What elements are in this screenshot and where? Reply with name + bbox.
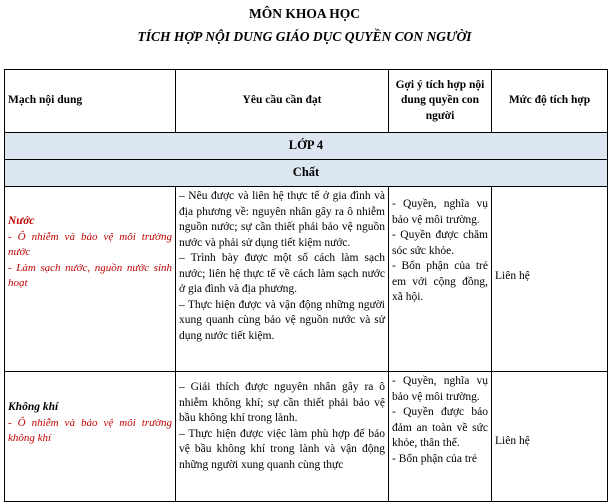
level-cell bbox=[492, 187, 608, 372]
table-row bbox=[5, 372, 608, 502]
rights-cell bbox=[389, 187, 492, 372]
content-cell bbox=[5, 187, 176, 372]
rights-item: - Quyền, nghĩa vụ bảo vệ môi trường. bbox=[392, 198, 488, 226]
level-label: Liên hệ bbox=[495, 435, 530, 447]
row-item: - Ô nhiễm và bảo vệ môi trường nước bbox=[8, 230, 172, 258]
requirement-item: – Nêu được và liên hệ thực tế ở gia đình và địa phương về: nguyên nhân gây ra ô nhiễm nguồn nước; sự cần thiết phải bảo vệ nguồn nước và phải sử dụng tiết kiệm nước. bbox=[179, 190, 385, 249]
rights-item: - Quyền, nghĩa vụ bảo vệ môi trường. bbox=[392, 375, 488, 403]
level-cell bbox=[492, 372, 608, 502]
table-header-row bbox=[5, 70, 608, 133]
row-item: - Làm sạch nước, nguồn nước sinh hoạt bbox=[8, 261, 172, 289]
topic-label: Chất bbox=[5, 160, 608, 187]
content-cell bbox=[5, 372, 176, 502]
row-title: Không khí bbox=[8, 401, 59, 413]
level-label: Liên hệ bbox=[495, 270, 530, 282]
requirement-item: – Giải thích được nguyên nhân gây ra ô nhiễm không khí; sự cần thiết phải bảo vệ bầu không khí trong lành. bbox=[179, 381, 385, 424]
rights-item: - Quyền được chăm sóc sức khỏe. bbox=[392, 229, 488, 257]
subject-title: MÔN KHOA HỌC bbox=[249, 6, 360, 21]
requirement-item: – Thực hiện được việc làm phù hợp để bảo vệ bầu không khí trong lành và vận động những người xung quanh cùng thực bbox=[179, 427, 385, 471]
row-title: Nước bbox=[8, 215, 35, 227]
column-header: Mức độ tích hợp bbox=[492, 70, 608, 133]
rights-cell bbox=[389, 372, 492, 502]
row-item: - Ô nhiễm và bảo vệ môi trường không khí bbox=[8, 416, 172, 444]
column-header: Mạch nội dung bbox=[5, 70, 176, 133]
topic-row bbox=[5, 160, 608, 187]
requirement-item: – Thực hiện được và vận động những người xung quanh cùng bảo vệ nguồn nước và sử dụng nước tiết kiệm. bbox=[179, 298, 385, 342]
requirements-cell bbox=[176, 372, 389, 502]
requirements-cell bbox=[176, 187, 389, 372]
rights-item: - Bổn phận của trẻ em với cộng đồng, xã hội. bbox=[392, 260, 488, 303]
column-header: Yêu cầu cần đạt bbox=[176, 70, 389, 133]
grade-label: LỚP 4 bbox=[5, 133, 608, 160]
rights-item: - Quyền được bảo đảm an toàn về sức khỏe, thân thể. bbox=[392, 406, 488, 449]
requirement-item: – Trình bày được một số cách làm sạch nước; liên hệ thực tế về cách làm sạch nước ở gia đình và địa phương. bbox=[179, 252, 385, 295]
rights-item: - Bổn phận của trẻ bbox=[392, 452, 477, 465]
grade-row bbox=[5, 133, 608, 160]
table-row bbox=[5, 187, 608, 372]
integration-table bbox=[4, 69, 608, 502]
column-header: Gợi ý tích hợp nội dung quyền con người bbox=[389, 70, 492, 133]
document-subtitle: TÍCH HỢP NỘI DUNG GIÁO DỤC QUYỀN CON NGƯỜI bbox=[137, 29, 472, 44]
